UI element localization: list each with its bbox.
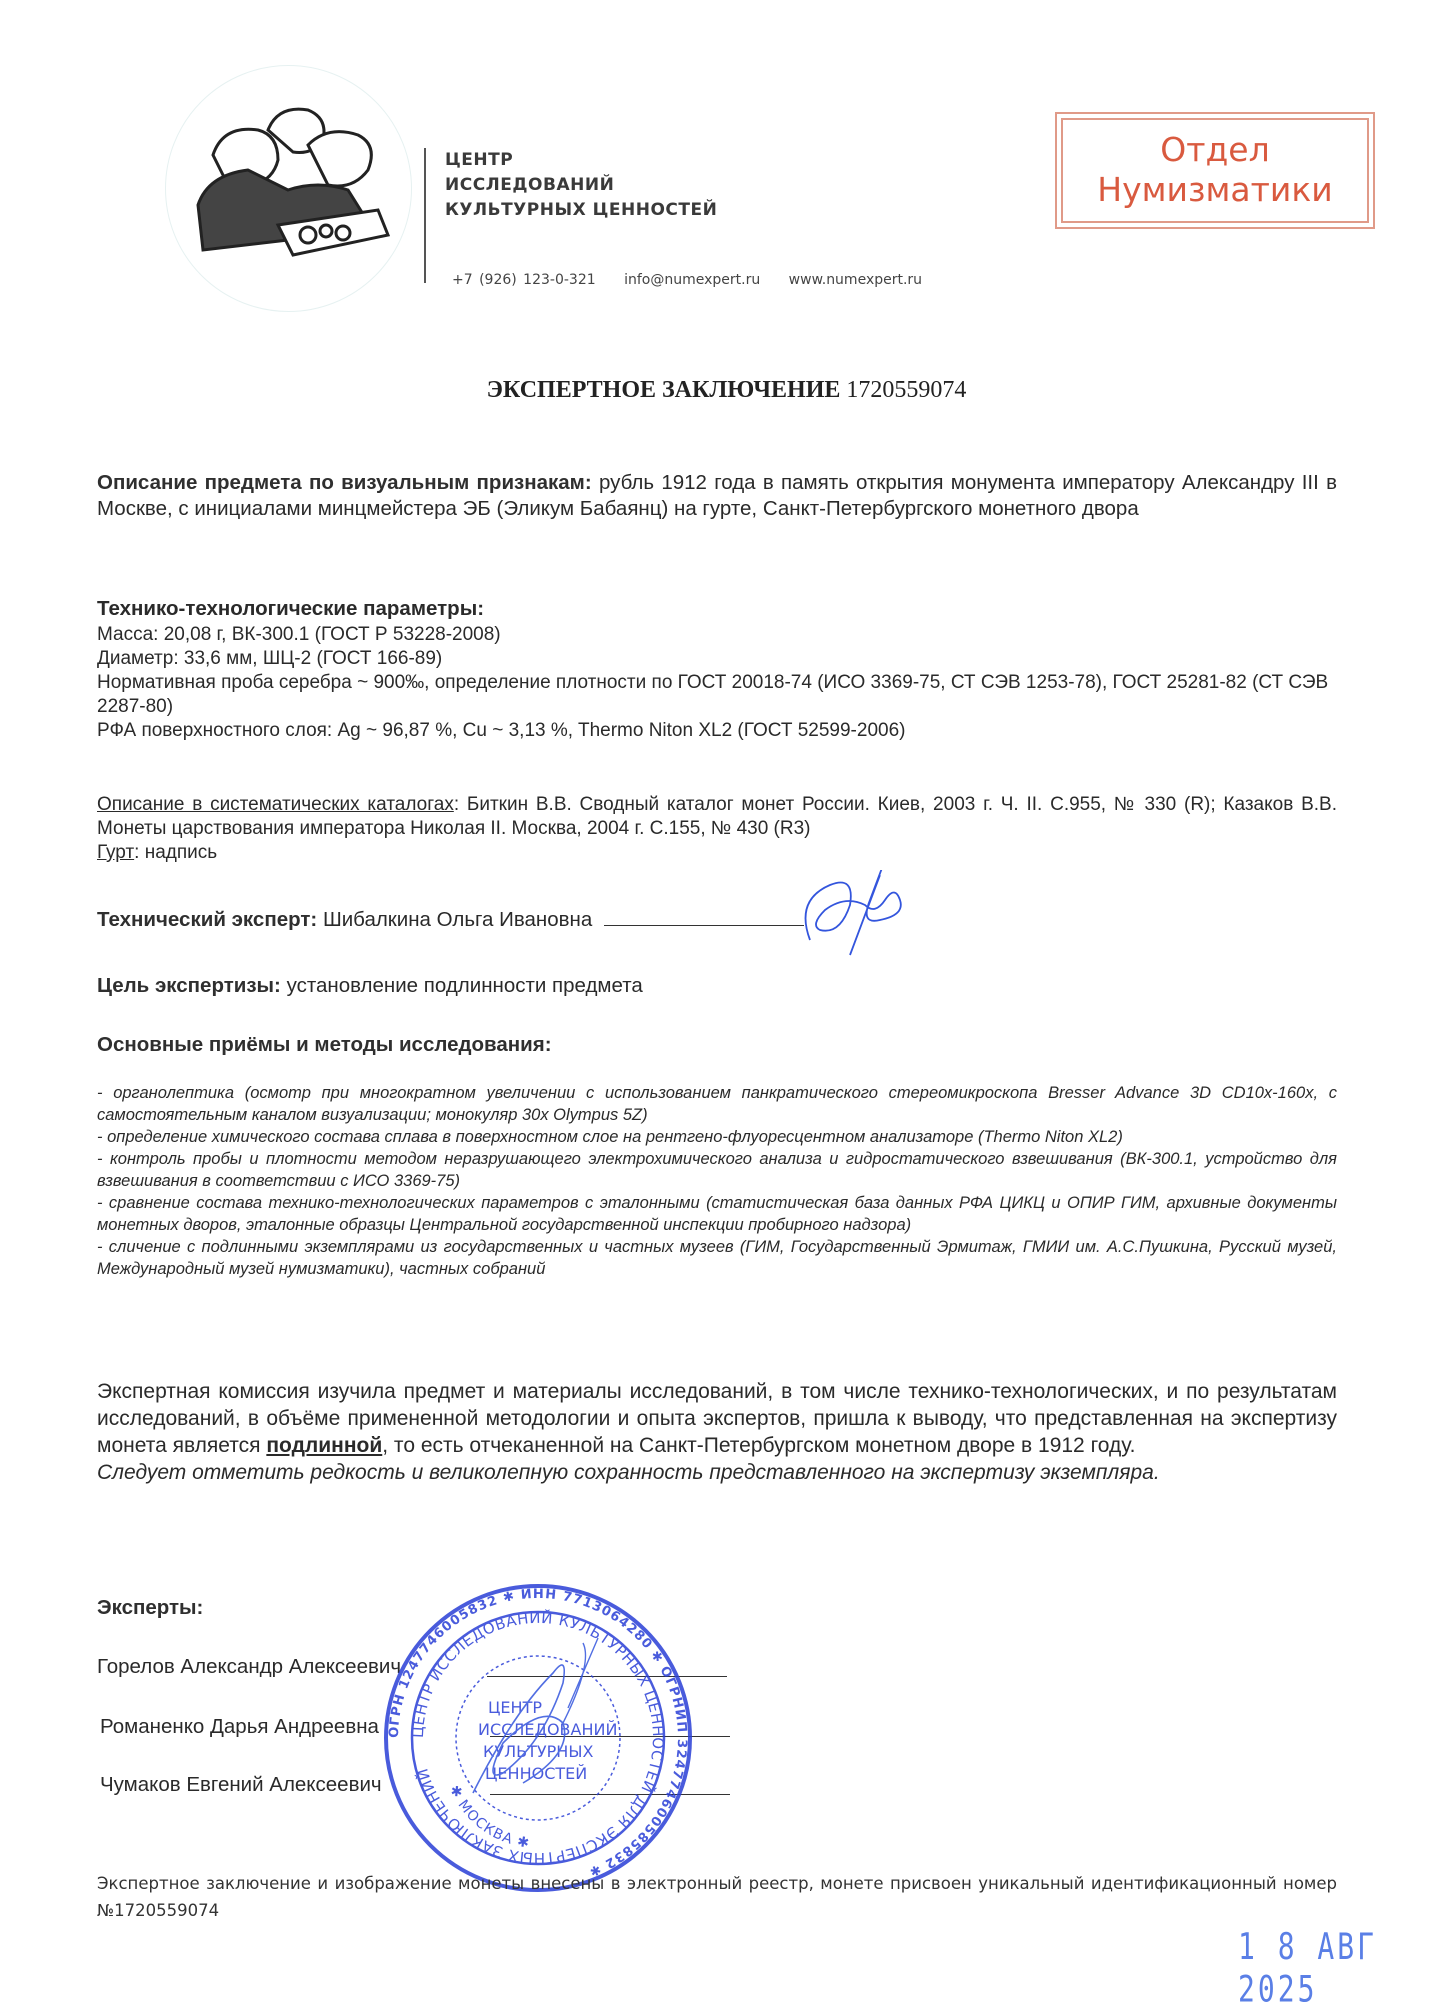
round-seal-stamp [383,1583,693,1893]
edge-text: : надпись [134,842,218,863]
stamp-center-line: ЦЕНТР [488,1698,542,1717]
phone: +7 (926) 123-0-321 [452,272,596,288]
expert-name: Горелов Александр Алексеевич [97,1655,402,1678]
catalogs-text: : Биткин В.В. Сводный каталог монет России. Киев, 2003 г. Ч. II. С.955, № 330 (R); Казаков В.В. Монеты царствования императора Николая II. Москва, 2004 г. С.155, № 430 (R3) [97,794,1337,839]
signature-line [604,905,804,926]
dept-stamp-line: Нумизматики [1097,170,1333,209]
goal-label: Цель экспертизы: [97,974,281,997]
method-item: - определение химического состава сплава в поверхностном слое на рентгено-флуоресцентном анализаторе (Thermo Niton XL2) [97,1128,1123,1146]
contacts [452,272,944,288]
catalog-references [97,793,1337,865]
title-label: ЭКСПЕРТНОЕ ЗАКЛЮЧЕНИЕ [486,377,841,403]
stamp-center-line: КУЛЬТУРНЫХ [483,1742,594,1761]
description-text: рубль 1912 года в память открытия монумента императору Александру III в Москве, с инициалами минцмейстера ЭБ (Эликум Бабаянц) на гурте, Санкт-Петербургского монетного двора [97,471,1337,520]
technical-header: Технико-технологические параметры: [97,597,485,620]
method-item: - сравнение состава технико-технологических параметров с эталонными (статистическая база данных РФА ЦИКЦ и ОПИР ГИМ, архивные документы монетных дворов, эталонные образцы Центральной государственной инспекции пробирного надзора) [97,1194,1337,1234]
stamp-city: ✱ МОСКВА ✱ [445,1782,532,1852]
technical-line: Масса: 20,08 г, ВК-300.1 (ГОСТ Р 53228-2008) [97,624,501,645]
method-item: - контроль пробы и плотности методом неразрушающего электрохимического анализа и гидростатического взвешивания (ВК-300.1, устройство для взвешивания в соответствии с ИСО 3369-75) [97,1150,1337,1190]
technical-expert [97,905,1337,933]
signature-icon [563,1638,598,1723]
methods-list [97,1082,1337,1280]
website: www.numexpert.ru [788,272,923,288]
conclusion-text: Экспертная комиссия изучила предмет и материалы исследований, в том числе технико-технологических, и по результатам исследований, в объёме примененной методологии и опыта экспертов, пришла к выводу, что представленная на экспертизу монета является [97,1380,1337,1457]
method-item: - сличение с подлинными экземплярами из государственных и частных музеев (ГИМ, Государственный Эрмитаж, ГМИИ им. А.С.Пушкина, Русский музей, Международный музей нумизматики), частных собраний [97,1238,1337,1278]
experts-header [97,1595,1337,1621]
tech-expert-label: Технический эксперт: [97,908,318,931]
tech-expert-name: Шибалкина Ольга Ивановна [322,908,593,931]
stamp-center-line: ЦЕННОСТЕЙ [485,1764,588,1783]
logo-numismatists-icon [178,95,398,265]
catalogs-label: Описание в систематических каталогах [97,794,454,815]
conclusion-text-after: , то есть отчеканенной на Санкт-Петербургском монетном дворе в 1912 году. [382,1434,1136,1457]
methods-header-text: Основные приёмы и методы исследования: [97,1033,552,1056]
item-description [97,470,1337,522]
conclusion-note: Следует отметить редкость и великолепную сохранность представленного на экспертизу экземпляра. [97,1461,1160,1484]
department-stamp [1055,112,1375,229]
description-label: Описание предмета по визуальным признакам: [97,471,592,494]
signature-icon [790,870,910,960]
certificate-number: 1720559074 [846,377,967,403]
technical-line: Нормативная проба серебра ~ 900‰, определение плотности по ГОСТ 20018-74 (ИСО 3369-75, СТ СЭВ 1253-78), ГОСТ 25281-82 (СТ СЭВ 2287-80) [97,672,1329,717]
stamp-center-line: ИССЛЕДОВАНИЙ [478,1720,618,1739]
expert-name: Чумаков Евгений Алексеевич [100,1773,382,1796]
expert-name: Романенко Дарья Андреевна [100,1715,379,1738]
org-name-line: ЦЕНТР [445,150,514,170]
verdict: подлинной [266,1434,383,1457]
stamp-outer-text: ОГРН 1247746005832 ✱ ИНН 7713064280 ✱ ОГРНИП 324774600585832 ✱ [386,1586,690,1880]
goal-text: установление подлинности предмета [286,974,643,997]
document-title [0,377,1453,404]
technical-parameters [97,595,1337,743]
organization-name [445,148,717,223]
stamp-ring-text: ЦЕНТР ИССЛЕДОВАНИЙ КУЛЬТУРНЫХ ЦЕННОСТЕЙ ДЛЯ ЭКСПЕРТНЫХ ЗАКЛЮЧЕНИЙ [408,1608,668,1868]
methods-header [97,1032,1337,1058]
technical-line: РФА поверхностного слоя: Ag ~ 96,87 %, Cu ~ 3,13 %, Thermo Niton XL2 (ГОСТ 52599-2006) [97,720,906,741]
org-name-line: ИССЛЕДОВАНИЙ [445,175,615,195]
registry-note: Экспертное заключение и изображение монеты внесены в электронный реестр, монете присвоен уникальный идентификационный номер №1720559074 [97,1874,1337,1920]
email: info@numexpert.ru [624,272,761,288]
experts-header-text: Эксперты: [97,1596,204,1619]
technical-line: Диаметр: 33,6 мм, ШЦ-2 (ГОСТ 166-89) [97,648,443,669]
examination-goal [97,973,1337,999]
header-divider [424,148,426,283]
conclusion [97,1378,1337,1486]
org-name-line: КУЛЬТУРНЫХ ЦЕННОСТЕЙ [445,200,718,220]
method-item: - органолептика (осмотр при многократном увеличении с использованием панкратического стереомикроскопа Bresser Advance 3D CD10x-160x, с самостоятельным каналом визуализации; монокуляр 30x Olympus 5Z) [97,1084,1337,1124]
edge-label: Гурт [97,842,135,863]
dept-stamp-line: Отдел [1160,130,1270,169]
date-stamp: 1 8 АВГ 2025 [1238,1925,1378,2011]
